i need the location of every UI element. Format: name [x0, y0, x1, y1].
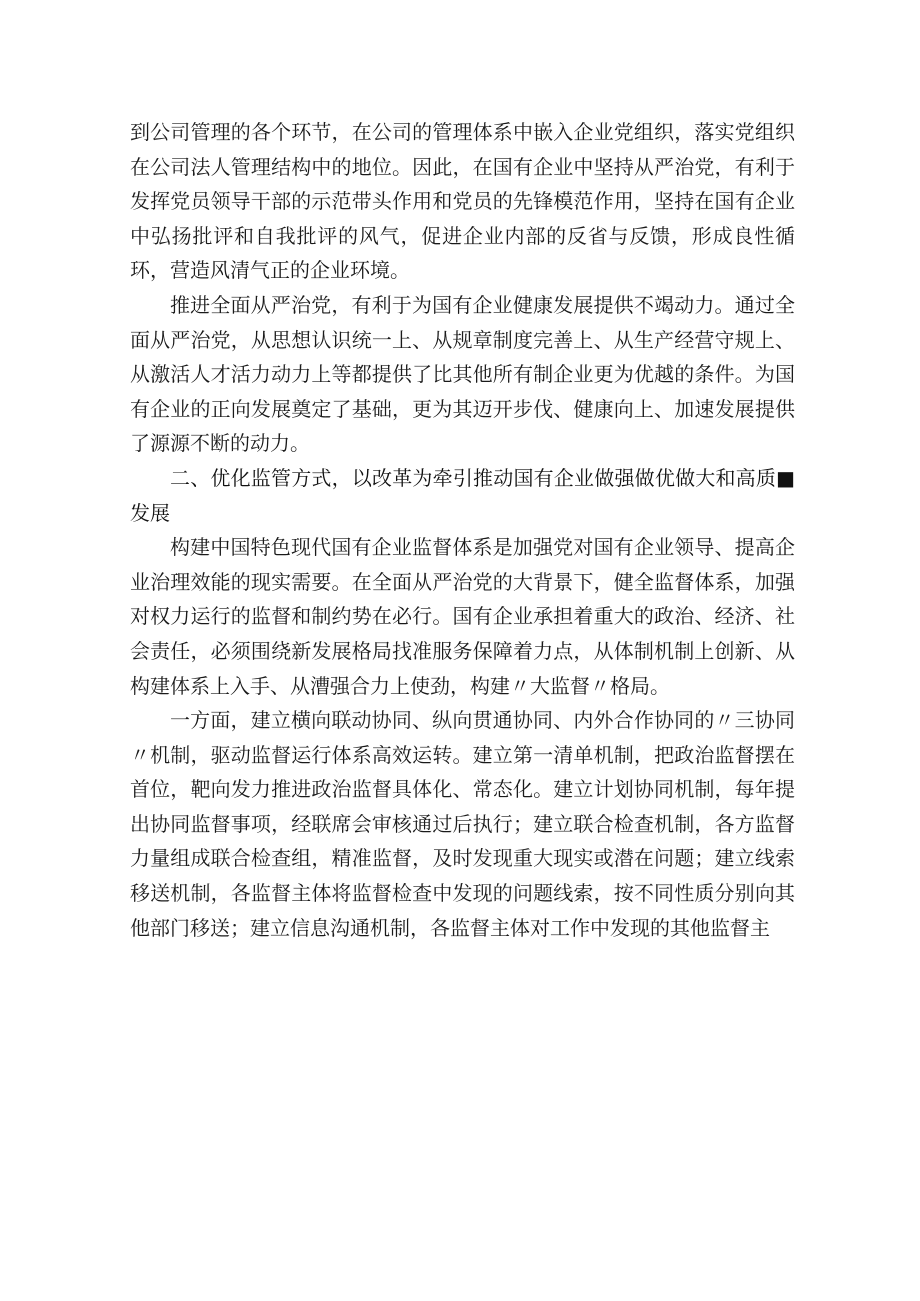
section-heading-2: 二、优化监管方式，以改革为牵引推动国有企业做强做优做大和高质■发展	[130, 465, 795, 525]
paragraph-three-coordination: 一方面，建立横向联动协同、纵向贯通协同、内外合作协同的〃三协同〃机制，驱动监督运行体系高效运转。建立第一清单机制，把政治监督摆在首位，靶向发力推进政治监督具体化、常态化。建立计划协同机制，每年提出协同监督事项，经联席会审核通过后执行；建立联合检查机制，各方监督力量组成联合检查组，精准监督，及时发现重大现实或潜在问题；建立线索移送机制，各监督主体将监督检查中发现的问题线索，按不同性质分别向其他部门移送；建立信息沟通机制，各监督主体对工作中发现的其他监督主	[130, 708, 795, 940]
document-page	[130, 115, 795, 945]
paragraph-continuation: 到公司管理的各个环节，在公司的管理体系中嵌入企业党组织，落实党组织在公司法人管理结构中的地位。因此，在国有企业中坚持从严治党，有利于发挥党员领导干部的示范带头作用和党员的先锋模范作用，坚持在国有企业中弘扬批评和自我批评的风气，促进企业内部的反省与反馈，形成良性循环，营造风清气正的企业环境。	[130, 120, 795, 283]
paragraph-supervision-system: 构建中国特色现代国有企业监督体系是加强党对国有企业领导、提高企业治理效能的现实需要。在全面从严治党的大背景下，健全监督体系，加强对权力运行的监督和制约势在必行。国有企业承担着重大的政治、经济、社会责任，必须围绕新发展格局找准服务保障着力点，从体制机制上创新、从构建体系上入手、从漕强合力上使劲，构建〃大监督〃格局。	[130, 535, 795, 698]
paragraph-driving-force: 推进全面从严治党，有利于为国有企业健康发展提供不竭动力。通过全面从严治党，从思想认识统一上、从规章制度完善上、从生产经营守规上、从激活人才活力动力上等都提供了比其他所有制企业更为优越的条件。为国有企业的正向发展奠定了基础，更为其迈开步伐、健康向上、加速发展提供了源源不断的动力。	[130, 292, 795, 456]
